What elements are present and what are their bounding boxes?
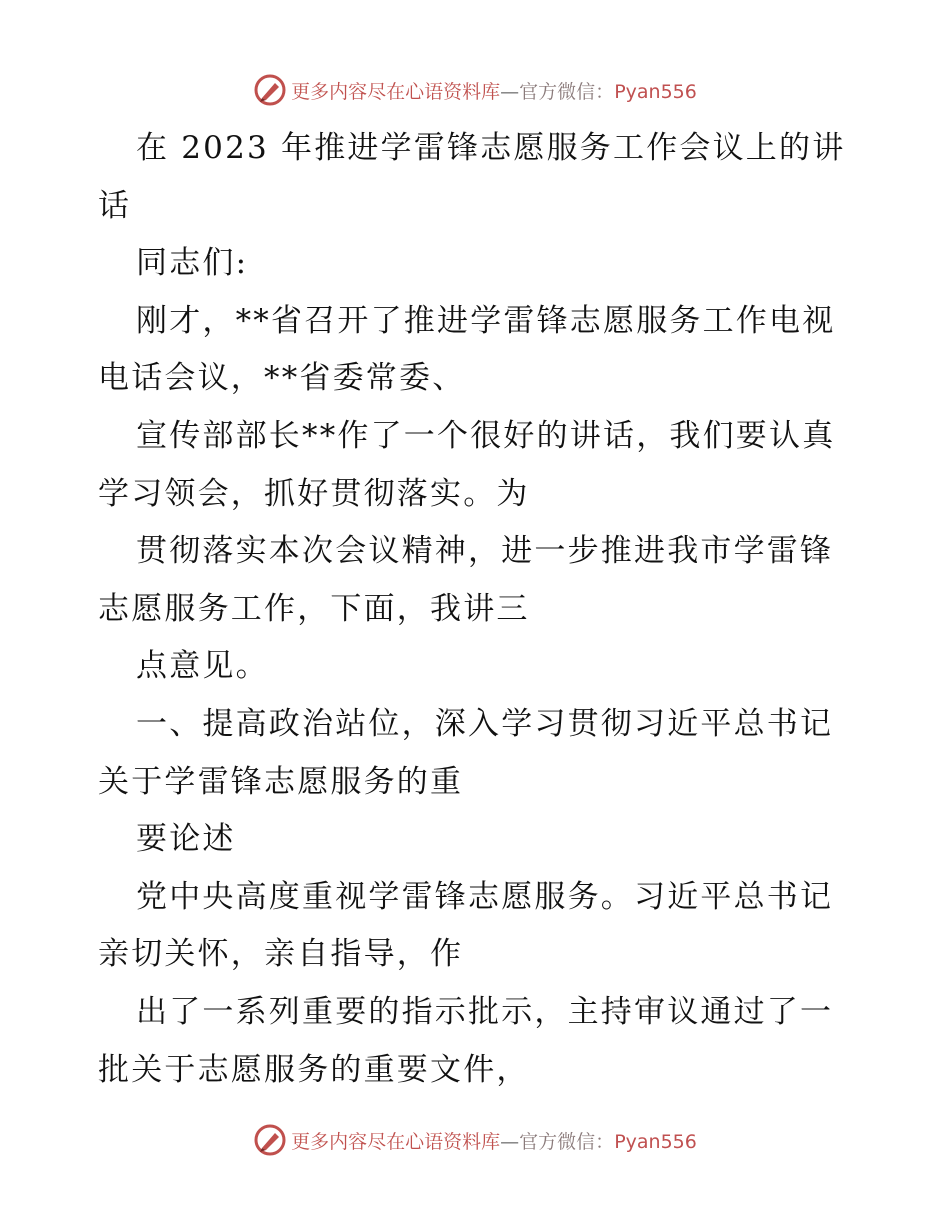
paragraph-line: 学习领会，抓好贯彻落实。为 (98, 475, 530, 512)
paragraph-line: 点意见。 (136, 648, 269, 685)
salutation: 同志们: (136, 245, 249, 282)
section-heading-line-2: 关于学雷锋志愿服务的重 (98, 763, 464, 800)
banner-text: 更多内容尽在心语资料库—官方微信：Pyan556 (291, 1130, 697, 1153)
document-body (98, 120, 858, 1099)
footer-banner (0, 1120, 950, 1160)
paragraph-line: 电话会议，**省委常委、 (98, 360, 466, 397)
section-heading-line-1: 一、提高政治站位，深入学习贯彻习近平总书记 (136, 705, 834, 742)
paragraph-line: 出了一系列重要的指示批示，主持审议通过了一 (136, 993, 834, 1030)
pen-nib-logo-icon (253, 73, 287, 107)
paragraph-line: 亲切关怀，亲自指导，作 (98, 936, 464, 973)
banner-text: 更多内容尽在心语资料库—官方微信：Pyan556 (291, 80, 697, 103)
paragraph-line: 批关于志愿服务的重要文件， (98, 1051, 530, 1088)
pen-nib-logo-icon (253, 1123, 287, 1157)
paragraph-line: 刚才，**省召开了推进学雷锋志愿服务工作电视 (136, 302, 836, 339)
paragraph-line: 志愿服务工作，下面，我讲三 (98, 590, 530, 627)
document-title-line-2: 话 (98, 187, 132, 224)
document-title-line-1: 在 2023 年推进学雷锋志愿服务工作会议上的讲 (136, 130, 846, 166)
paragraph-line: 贯彻落实本次会议精神，进一步推进我市学雷锋 (136, 533, 834, 570)
paragraph-line: 宣传部部长**作了一个很好的讲话，我们要认真 (136, 417, 836, 454)
section-heading-line-3: 要论述 (136, 821, 236, 858)
paragraph-line: 党中央高度重视学雷锋志愿服务。习近平总书记 (136, 878, 834, 915)
header-banner (0, 70, 950, 110)
